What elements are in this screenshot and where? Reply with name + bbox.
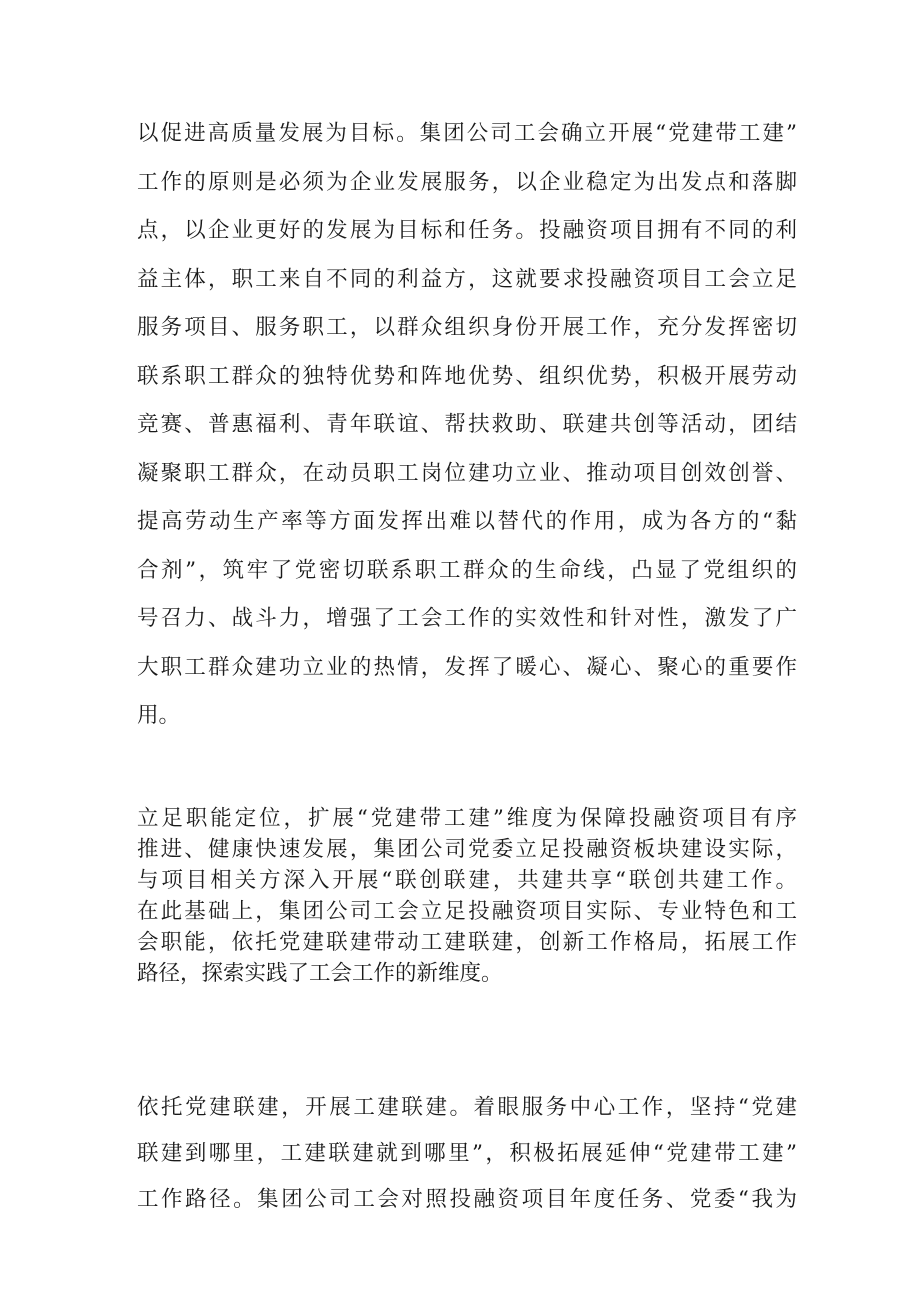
text-line: 益主体，职工来自不同的利益方，这就要求投融资项目工会立足	[137, 266, 797, 292]
text-line: 合剂”，筑牢了党密切联系职工群众的生命线，凸显了党组织的	[137, 557, 797, 583]
text-line: 凝聚职工群众，在动员职工岗位建功立业、推动项目创效创誉、	[137, 460, 797, 486]
text-line: 路径，探索实践了工会工作的新维度。	[137, 961, 503, 986]
paragraph-3	[137, 1085, 797, 1223]
text-line: 工作路径。集团公司工会对照投融资项目年度任务、党委“我为	[137, 1187, 797, 1212]
text-line: 在此基础上，集团公司工会立足投融资项目实际、专业特色和工	[137, 899, 797, 924]
paragraph-1	[137, 110, 797, 741]
text-line: 立足职能定位，扩展“党建带工建”维度为保障投融资项目有序	[137, 806, 797, 831]
text-line: 竞赛、普惠福利、青年联谊、帮扶救助、联建共创等活动，团结	[137, 412, 797, 437]
text-line: 工作的原则是必须为企业发展服务，以企业稳定为出发点和落脚	[137, 169, 797, 195]
text-line: 与项目相关方深入开展“联创联建，共建共享“联创共建工作。	[137, 868, 797, 893]
text-line: 号召力、战斗力，增强了工会工作的实效性和针对性，激发了广	[137, 606, 797, 631]
text-line: 依托党建联建，开展工建联建。着眼服务中心工作，坚持“党建	[137, 1095, 797, 1120]
text-line: 会职能，依托党建联建带动工建联建，创新工作格局，拓展工作	[137, 930, 797, 955]
text-line: 点，以企业更好的发展为目标和任务。投融资项目拥有不同的利	[137, 218, 797, 243]
text-line: 提高劳动生产率等方面发挥出难以替代的作用，成为各方的“黏	[137, 509, 797, 534]
text-line: 用。	[137, 703, 181, 728]
text-line: 大职工群众建功立业的热情，发挥了暖心、凝心、聚心的重要作	[137, 654, 797, 680]
paragraph-2	[137, 803, 797, 989]
text-line: 联建到哪里，工建联建就到哪里”，积极拓展延伸“党建带工建”	[137, 1141, 797, 1166]
text-line: 联系职工群众的独特优势和阵地优势、组织优势，积极开展劳动	[137, 363, 797, 389]
text-line: 推进、健康快速发展，集团公司党委立足投融资板块建设实际，	[137, 837, 797, 862]
text-line: 以促进高质量发展为目标。集团公司工会确立开展“党建带工建”	[137, 121, 797, 146]
text-line: 服务项目、服务职工，以群众组织身份开展工作，充分发挥密切	[137, 315, 797, 340]
